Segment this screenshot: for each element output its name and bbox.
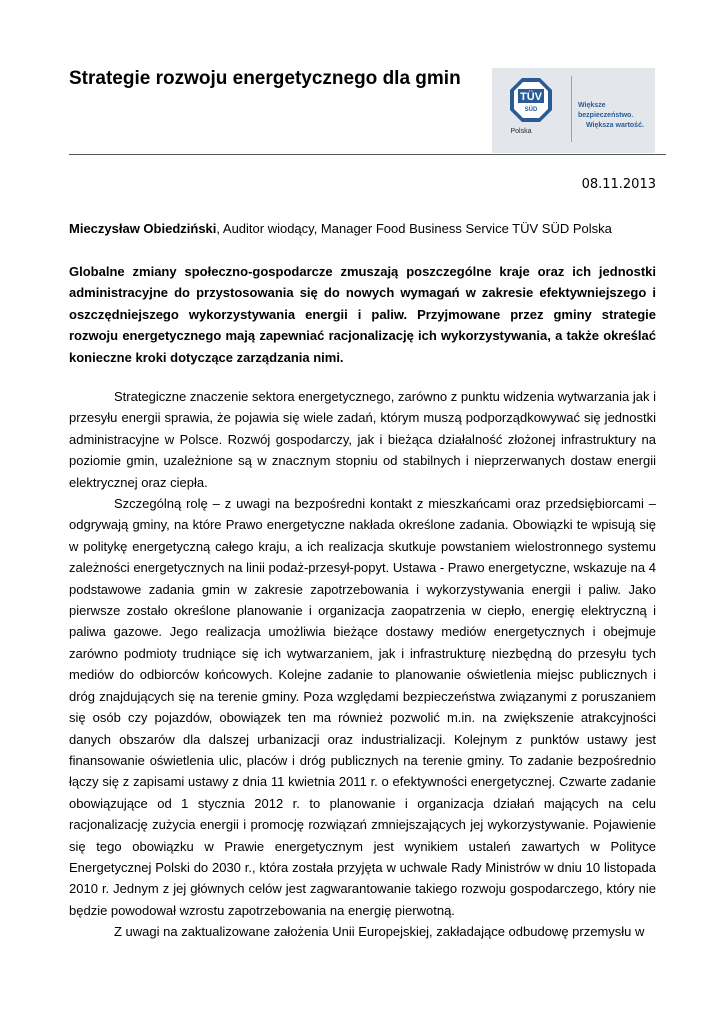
author-line: [69, 221, 659, 236]
tuv-sud-logo: [492, 68, 655, 153]
body-paragraph: Z uwagi na zaktualizowane założenia Unii Europejskiej, zakładające odbudowę przemysłu w: [114, 924, 645, 940]
body-paragraph: Strategiczne znaczenie sektora energetycznego, zarówno z punktu widzenia wytwarzania jak i przesyłu energii sprawia, że pojawia się wiele zadań, którym muszą podporządkowywać się jednostki administracyjne w Polsce. Rozwój gospodarczy, jak i bieżąca działalność złożonej infrastruktury na poziomie gmin, uzależnione są w znacznym stopniu od stabilnych i nieprzerwanych dostaw energii elektrycznej oraz ciepła.: [69, 389, 656, 490]
header-divider: [69, 154, 666, 155]
logo-sub-text: SÜD: [524, 107, 538, 113]
logo-slogan-line1: Większe bezpieczeństwo.: [578, 102, 634, 119]
tuv-octagon-icon: [509, 77, 553, 123]
author-role: , Auditor wiodący, Manager Food Business Service TÜV SÜD Polska: [216, 221, 612, 236]
logo-country: Polska: [510, 128, 532, 135]
document-date: 08.11.2013: [581, 177, 656, 192]
logo-divider: [571, 76, 572, 142]
logo-brand-text: TÜV: [520, 91, 542, 103]
lead-paragraph: Globalne zmiany społeczno-gospodarcze zmuszają poszczególne kraje oraz ich jednostki administracyjne do przystosowania się do nowych wymagań w zakresie efektywniejszego i oszczędniejszego wykorzystywania energii i paliw. Przyjmowane przez gminy strategie rozwoju energetycznego mają zapewniać racjonalizację ich wykorzystywania, a także określać konieczne kroki dotyczące zarządzania nimi.: [69, 264, 656, 365]
author-name: Mieczysław Obiedziński: [69, 221, 217, 236]
body-paragraph: Szczególną rolę – z uwagi na bezpośredni kontakt z mieszkańcami oraz przedsiębiorcami – odgrywają gminy, na które Prawo energetyczne nakłada określone zadania. Obowiązki te wpisują się w politykę energetyczną całego kraju, a ich realizacja skutkuje powstaniem wielostronnego systemu zależności energetycznych na linii podaż-przesył-popyt. Ustawa - Prawo energetyczne, wskazuje na 4 podstawowe zadania gmin w zakresie zapotrzebowania i wykorzystywania energii i paliw. Jako pierwsze zostało określone planowanie i organizacja zaopatrzenia w ciepło, energię elektryczną i paliwa gazowe. Jego realizacja umożliwia bieżące dostawy mediów energetycznych i obejmuje zarówno podmioty trudniące się ich wytwarzaniem, jak i infrastrukturę niezbędną do przesyłu tych mediów do odbiorców końcowych. Kolejne zadanie to planowanie oświetlenia miejsc publicznych i dróg znajdujących się na terenie gminy. Poza względami bezpieczeństwa związanymi z poruszaniem się osób czy pojazdów, obowiązek ten ma również pozwolić m.in. na zwiększenie atrakcyjności danych obszarów dla dalszej urbanizacji oraz industrializacji. Kolejnym z punktów ustawy jest finansowanie oświetlenia ulic, placów i dróg publicznych na terenie gminy. To zadanie bezpośrednio łączy się z zapisami ustawy z dnia 11 kwietnia 2011 r. o efektywności energetycznej. Czwarte zadanie obowiązujące od 1 stycznia 2012 r. to planowanie i organizacja działań mających na celu racjonalizację zużycia energii i promocję rozwiązań zmniejszających jej wykorzystywanie. Pojawienie się tego obowiązku w Prawie energetycznym jest wynikiem ustaleń zawartych w Polityce Energetycznej Polski do 2030 r., która została przyjęta w uchwale Rady Ministrów w dniu 10 listopada 2010 r. Jednym z jej głównych celów jest zagwarantowanie takiego rozwoju gospodarczego, który nie będzie powodował wzrostu zapotrzebowania na energię pierwotną.: [69, 496, 656, 918]
logo-slogan: [578, 101, 652, 131]
article-body: [69, 386, 656, 943]
page-title: Strategie rozwoju energetycznego dla gmin: [69, 68, 461, 89]
logo-slogan-line2: Większa wartość.: [586, 122, 644, 129]
